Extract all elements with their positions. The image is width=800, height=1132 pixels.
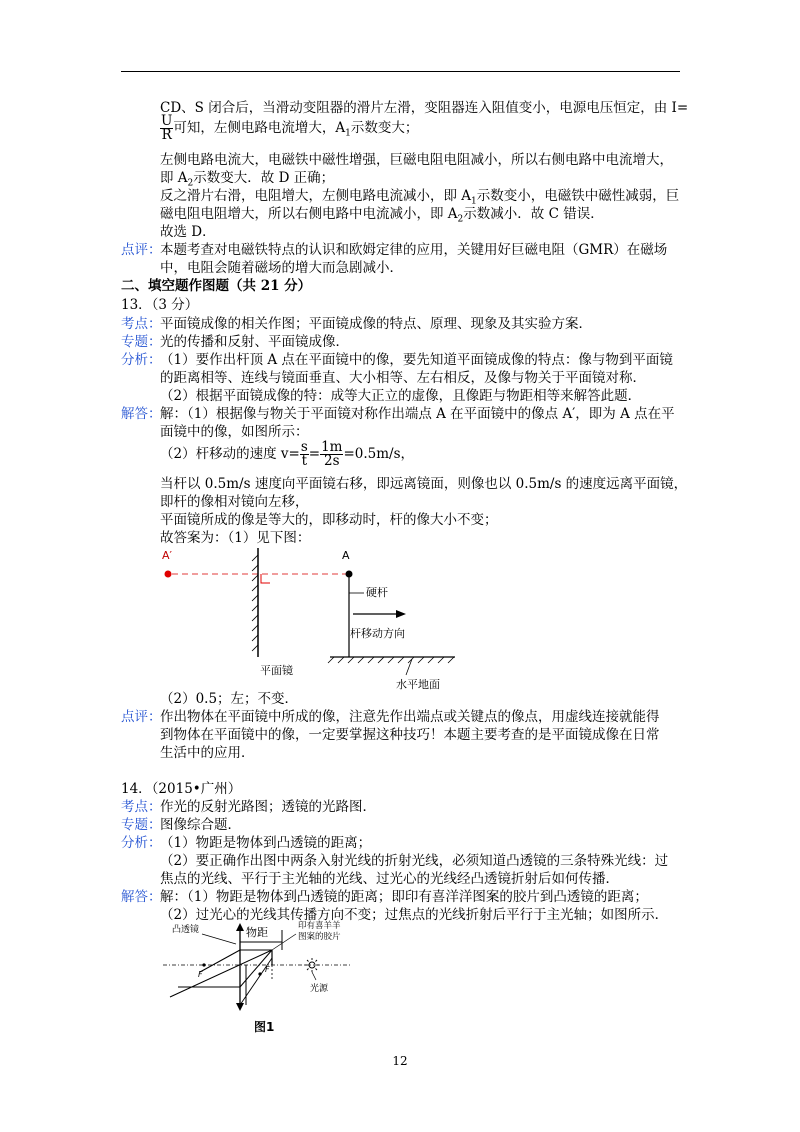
lens-bottom-arrow [236,1003,244,1011]
q13-jieda-2: 面镜中的像，如图所示： [160,424,309,440]
mirror-label: 平面镜 [260,664,293,677]
q13-kaodian: 平面镜成像的相关作图；平面镜成像的特点、原理、现象及其实验方案． [160,316,592,332]
q13-number: 13．（3 分） [121,297,199,313]
prev-line-5: 反之滑片右滑，电阻增大，左侧电路电流减小，即 $A_1$示数变小，电磁铁中磁性减弱，巨 [160,188,680,207]
ray-focus-left [200,950,240,972]
rod-label: 硬杆 [366,586,388,599]
q13-jieda-5: 即杆的像相对镜向左移， [160,494,309,510]
header-rule [121,71,680,72]
q13-pingyu-1: 作出物体在平面镜中所成的像，注意先作出端点或关键点的像点，用虚线连接就能得 [160,709,660,725]
ray-through-center [170,950,272,997]
lens-figure [160,920,360,1038]
object-point-label: A [342,549,350,562]
q14-fenxi-1: （1）物距是物体到凸透镜的距离； [160,835,372,851]
prev-line-7: 故选 D． [160,224,216,240]
move-arrow-head [396,610,406,618]
source-leader [312,972,316,980]
mirror-hatch [252,555,258,651]
q14-jieda-label: 解答： [121,889,162,905]
source-label: 光源 [310,984,329,994]
lens-top-arrow [236,923,244,931]
ground-hatch [328,657,454,663]
focus-dot-left [202,963,205,966]
q13-fenxi-3: （2）根据平面镜成像的特：成等大正立的虚像，且像距与物距相等来解答此题． [160,388,642,404]
prev-line-6: 磁电阻电阻增大，所以右侧电路中电流减小，即 $A_2$示数减小．故 C 错误． [160,206,604,225]
q14-zhuanti-label: 专题： [121,817,162,833]
focus-dot-right [258,972,261,975]
q14-fenxi-3: 焦点的光线、平行于主光轴的光线、过光心的光线经凸透镜折射后如何传播． [160,871,619,887]
film-label-1: 印有喜羊羊 [298,921,341,931]
ground-leader [406,659,412,675]
q13-zhuanti: 光的传播和反射、平面镜成像． [160,334,349,350]
q13-zhuanti-label: 专题： [121,334,162,350]
q13-pingyu-2: 到物体在平面镜中的像，一定要掌握这种技巧！本题主要考查的是平面镜成像在日常 [160,727,660,743]
q13-jieda-6: 平面镜所成的像是等大的，即移动时，杆的像大小不变； [160,512,498,528]
q13-jieda-label: 解答： [121,406,162,422]
prev-line-1: CD、S 闭合后，当滑动变阻器的滑片左滑，变阻器连入阻值变小，电源电压恒定，由 I= [160,100,689,116]
right-angle-mark [261,574,270,583]
lens-leader [202,934,236,944]
page-number: 12 [392,1054,408,1068]
prev-comment-2: 中，电阻会随着磁场的增大而急剧减小． [160,260,403,276]
ohm-fraction: $\frac{U}{R}$ [161,113,173,143]
focus-label-left: F [198,970,203,979]
film-label-2: 图案的胶片 [298,932,341,942]
q14-jieda-2: （2）过光心的光线其传播方向不变；过焦点的光线折射后平行于主光轴；如图所示． [160,907,669,923]
q14-fenxi-label: 分析： [121,835,162,851]
prev-line-4: 即 $A_2$示数变大．故 D 正确； [160,170,335,189]
q14-number: 14．（2015•广州） [121,781,242,797]
section-heading: 二、填空题作图题（共 21 分） [121,278,312,294]
image-point-label: A′ [162,549,173,562]
q13-jieda-3: （2）杆移动的速度 v= $\frac{s}{t}$ = $\frac{1m}{2s}$ =0.5m/s， [160,439,415,469]
q13-fenxi-2: 的距离相等、连线与镜面垂直、大小相等、左右相反，及像与物关于平面镜对称． [160,370,646,386]
move-label: 杆移动方向 [350,627,405,640]
q13-answer: （2）0.5；左；不变． [160,691,299,707]
lens-label: 凸透镜 [172,925,200,935]
mirror-figure [150,545,470,690]
q13-fenxi-label: 分析： [121,352,162,368]
figure-caption: 图1 [254,1020,275,1034]
speed-fraction-s-t: $\frac{s}{t}$ [300,439,308,469]
q13-jieda-1: 解：（1）根据像与物关于平面镜对称作出端点 A 在平面镜中的像点 A′，即为 A 点在平 [160,406,675,422]
q14-kaodian-label: 考点： [121,799,162,815]
q13-pingyu-3: 生活中的应用． [160,745,255,761]
prev-comment-1: 本题考查对电磁铁特点的认识和欧姆定律的应用，关键用好巨磁电阻（GMR）在磁场 [160,242,668,258]
q14-fenxi-2: （2）要正确作出图中两条入射光线的折射光线，必须知道凸透镜的三条特殊光线：过 [160,853,669,869]
q14-kaodian: 作光的反射光路图；透镜的光路图． [160,799,376,815]
q13-pingyu-label: 点评： [121,709,162,725]
q13-jieda-7: 故答案为：（1）见下图： [160,530,311,546]
ground-label: 水平地面 [396,678,440,691]
prev-line-3: 左侧电路电流大，电磁铁中磁性增强，巨磁电阻电阻减小，所以右侧电路中电流增大， [160,152,673,168]
q13-fenxi-1: （1）要作出杆顶 A 点在平面镜中的像，要先知道平面镜成像的特点：像与物到平面镜 [160,352,673,368]
image-point-dot [165,571,172,578]
prev-line-2: $\frac{U}{R}$ 可知，左侧电路电流增大，$A_1$示数变大； [161,113,419,143]
distance-label: 物距 [246,926,268,939]
speed-fraction-values: $\frac{1m}{2s}$ [321,439,343,469]
q14-jieda-1: 解：（1）物距是物体到凸透镜的距离；即印有喜洋洋图案的胶片到凸透镜的距离； [160,889,648,905]
focus-label-right: F [265,965,270,974]
prev-comment-label: 点评： [121,242,162,258]
q13-kaodian-label: 考点： [121,316,162,332]
q14-zhuanti: 图像综合题． [160,817,241,833]
q13-jieda-4: 当杆以 0.5m/s 速度向平面镜右移，即远离镜面，则像也以 0.5m/s 的速度远离平面镜， [160,476,688,492]
